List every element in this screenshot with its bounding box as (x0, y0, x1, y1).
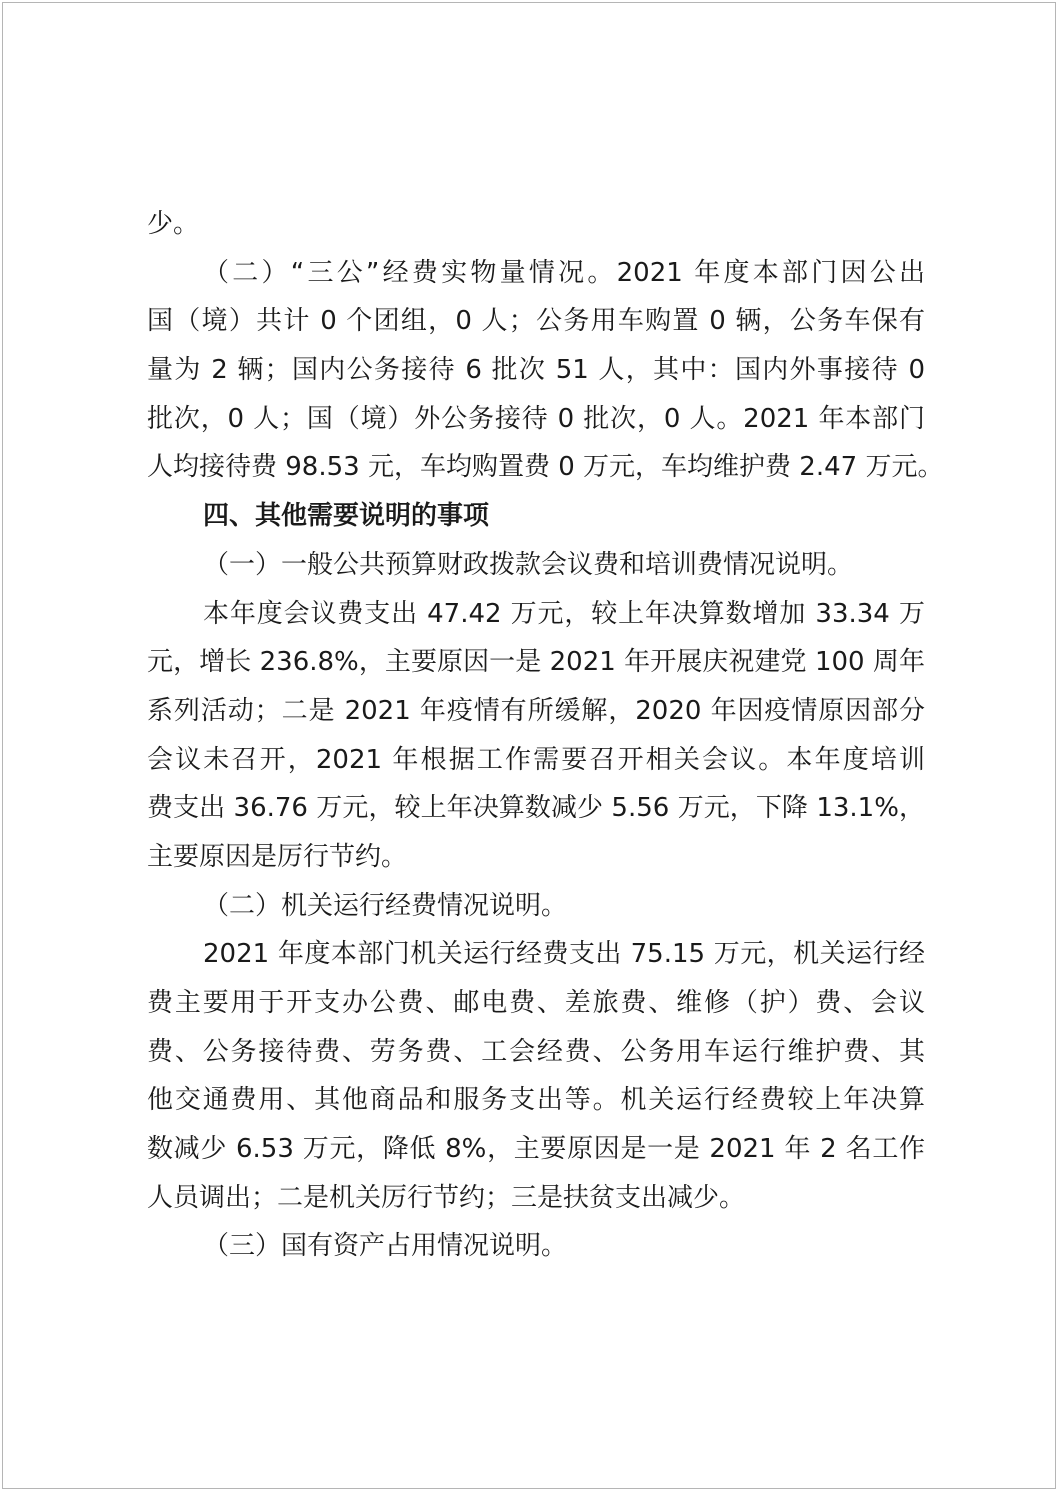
text-line: 主要原因是厉行节约。 (147, 841, 408, 872)
text-line: 费支出 36.76 万元，较上年决算数减少 5.56 万元，下降 13.1%， (147, 793, 925, 824)
subsection-heading: （一）一般公共预算财政拨款会议费和培训费情况说明。 (203, 549, 854, 580)
text-line: 元，增长 236.8%，主要原因一是 2021 年开展庆祝建党 100 周年 (147, 647, 925, 678)
text-line: 批次，0 人；国（境）外公务接待 0 批次，0 人。2021 年本部门 (147, 403, 925, 434)
text-line: （二）“三公”经费实物量情况。2021 年度本部门因公出 (203, 257, 925, 288)
text-line: 他交通费用、其他商品和服务支出等。机关运行经费较上年决算 (147, 1085, 925, 1116)
text-line: 费主要用于开支办公费、邮电费、差旅费、维修（护）费、会议 (147, 988, 925, 1018)
text-line: 费、公务接待费、劳务费、工会经费、公务用车运行维护费、其 (147, 1036, 925, 1067)
subsection-heading: （三）国有资产占用情况说明。 (203, 1231, 568, 1262)
section-heading: 四、其他需要说明的事项 (203, 501, 490, 532)
text-line: 2021 年度本部门机关运行经费支出 75.15 万元，机关运行经 (203, 939, 925, 970)
document-body (147, 200, 944, 1271)
subsection-heading: （二）机关运行经费情况说明。 (203, 890, 568, 921)
text-line: 人均接待费 98.53 元，车均购置费 0 万元，车均维护费 2.47 万元。 (147, 452, 944, 483)
text-line: 系列活动；二是 2021 年疫情有所缓解，2020 年因疫情原因部分 (147, 695, 925, 726)
text-line: 少。 (147, 209, 200, 239)
text-line: 本年度会议费支出 47.42 万元，较上年决算数增加 33.34 万 (203, 598, 925, 629)
text-line: 国（境）共计 0 个团组，0 人；公务用车购置 0 辆，公务车保有 (147, 306, 925, 337)
text-line: 量为 2 辆；国内公务接待 6 批次 51 人，其中：国内外事接待 0 (147, 355, 925, 386)
text-line: 人员调出；二是机关厉行节约；三是扶贫支出减少。 (147, 1182, 746, 1213)
text-line: 数减少 6.53 万元，降低 8%，主要原因是一是 2021 年 2 名工作 (147, 1134, 925, 1165)
text-line: 会议未召开，2021 年根据工作需要召开相关会议。本年度培训 (147, 744, 925, 775)
document-page (2, 2, 1056, 1489)
